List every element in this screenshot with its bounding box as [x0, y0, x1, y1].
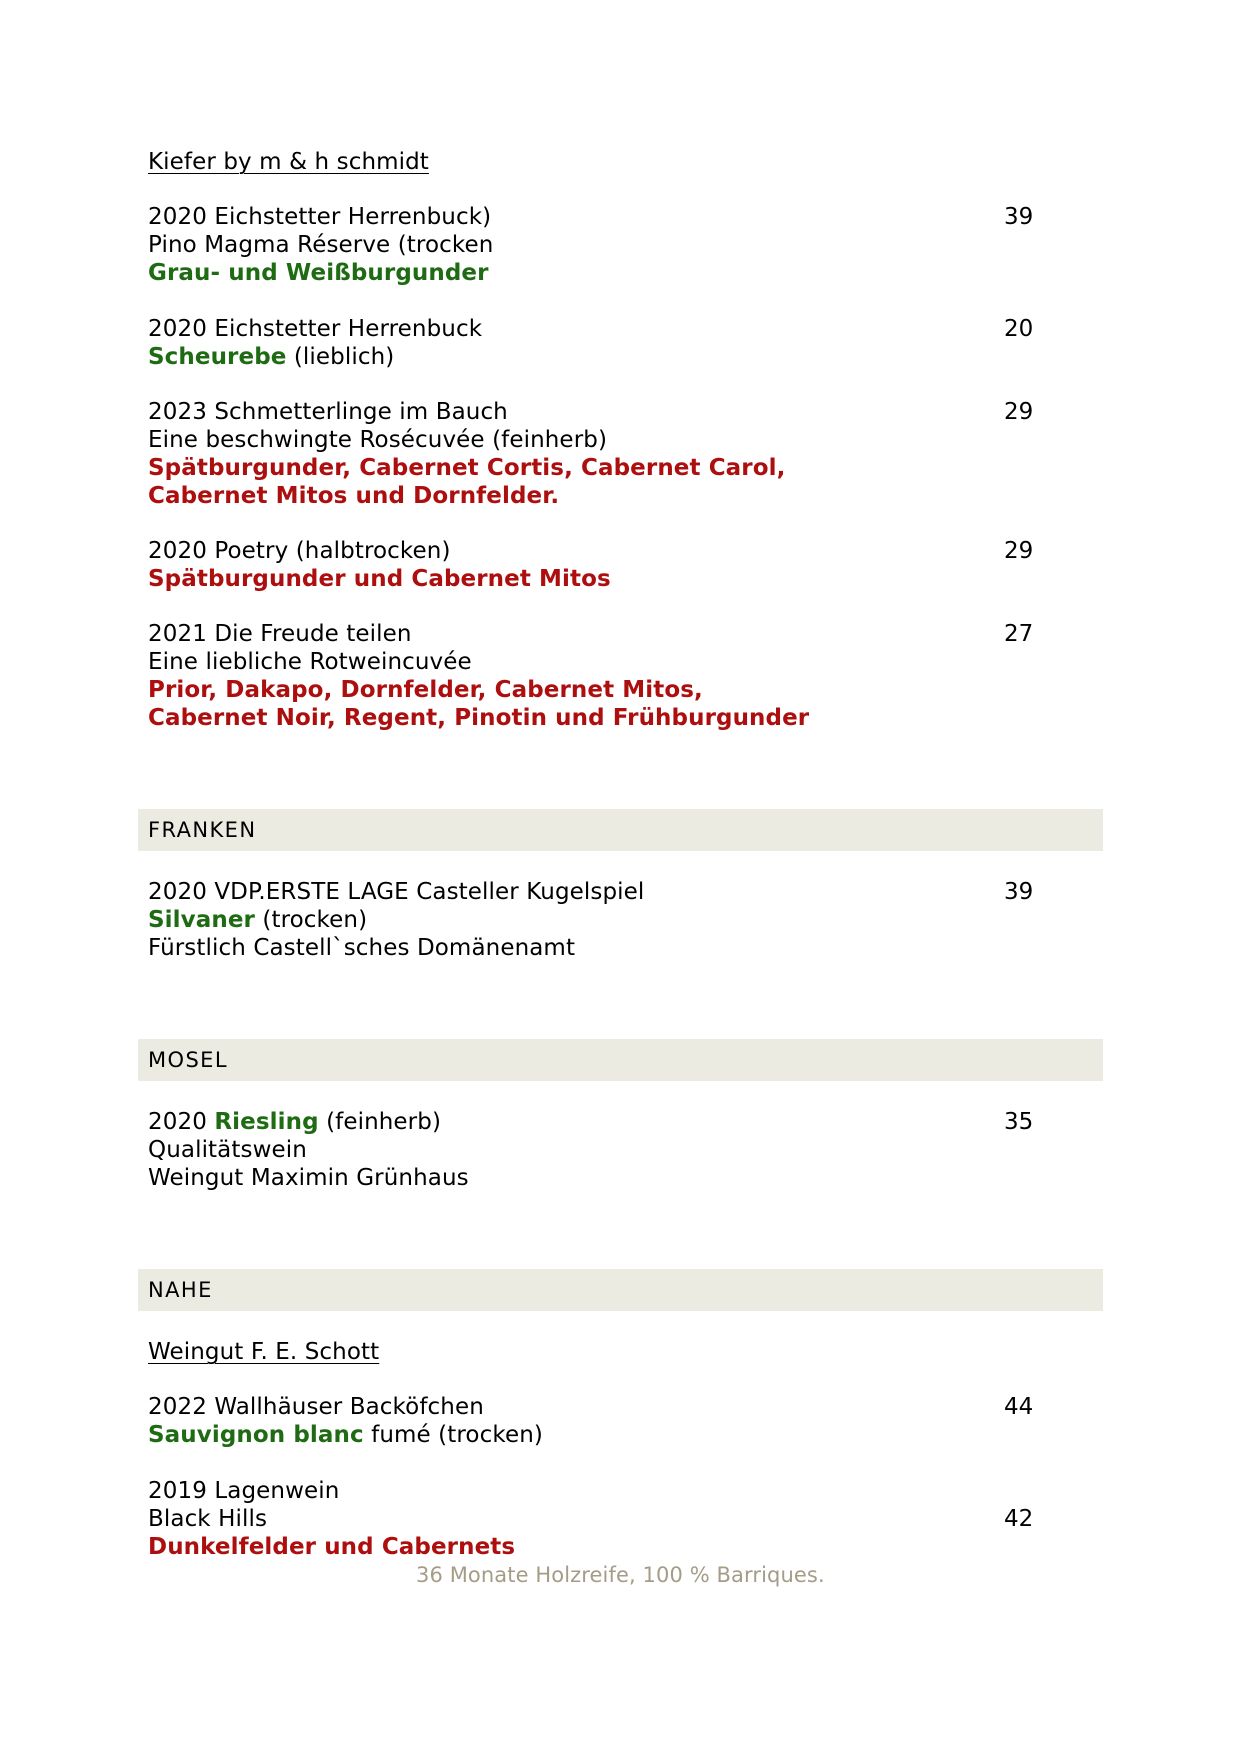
grape-variety: Grau- und Weißburgunder: [148, 260, 489, 286]
wine-description: Pino Magma Réserve (trocken: [148, 232, 494, 258]
region-header-nahe: [138, 1269, 1103, 1311]
wine-price: 20: [1004, 316, 1034, 342]
wine-style: (feinherb): [318, 1109, 442, 1135]
producer-heading-schott: Weingut F. E. Schott: [148, 1339, 380, 1365]
wine-price: 29: [1004, 538, 1034, 564]
wine-grape-line: [148, 343, 394, 371]
wine-producer: Fürstlich Castell`sches Domänenamt: [148, 935, 576, 961]
wine-name: 2021 Die Freude teilen: [148, 621, 412, 647]
wine-price: 39: [1004, 879, 1034, 905]
wine-name: 2020 Eichstetter Herrenbuck: [148, 316, 483, 342]
wine-note: 36 Monate Holzreife, 100 % Barriques.: [416, 1563, 825, 1587]
wine-grape-line: [148, 1421, 543, 1449]
grape-variety: Dunkelfelder und Cabernets: [148, 1534, 516, 1560]
grape-variety: Spätburgunder und Cabernet Mitos: [148, 566, 611, 592]
region-header-franken: [138, 809, 1103, 851]
wine-description: Eine liebliche Rotweincuvée: [148, 649, 472, 675]
grape-variety: Cabernet Mitos und Dornfelder.: [148, 483, 560, 509]
wine-name: [148, 1108, 441, 1136]
wine-price: 35: [1004, 1109, 1034, 1135]
wine-price: 42: [1004, 1506, 1034, 1532]
region-header-mosel: [138, 1039, 1103, 1081]
grape-variety: Cabernet Noir, Regent, Pinotin und Frühburgunder: [148, 705, 810, 731]
wine-description: Black Hills: [148, 1506, 268, 1532]
wine-price: 27: [1004, 621, 1034, 647]
wine-name: 2019 Lagenwein: [148, 1478, 340, 1504]
grape-variety: Scheurebe: [148, 344, 287, 370]
wine-style: fumé (trocken): [363, 1422, 543, 1448]
region-title: FRANKEN: [148, 818, 257, 842]
wine-style: (lieblich): [286, 344, 395, 370]
wine-price: 39: [1004, 204, 1034, 230]
wine-price: 44: [1004, 1394, 1034, 1420]
wine-style: (trocken): [254, 907, 368, 933]
wine-name: 2022 Wallhäuser Backöfchen: [148, 1394, 484, 1420]
grape-variety: Prior, Dakapo, Dornfelder, Cabernet Mitos,: [148, 677, 703, 703]
wine-name: 2020 VDP.ERSTE LAGE Casteller Kugelspiel: [148, 879, 645, 905]
wine-name: 2020 Poetry (halbtrocken): [148, 538, 451, 564]
region-title: NAHE: [148, 1278, 213, 1302]
grape-variety: Spätburgunder, Cabernet Cortis, Cabernet Carol,: [148, 455, 786, 481]
wine-producer: Weingut Maximin Grünhaus: [148, 1165, 469, 1191]
wine-price: 29: [1004, 399, 1034, 425]
grape-variety: Silvaner: [148, 907, 255, 933]
wine-quality: Qualitätswein: [148, 1137, 307, 1163]
wine-description: Eine beschwingte Rosécuvée (feinherb): [148, 427, 608, 453]
region-title: MOSEL: [148, 1048, 228, 1072]
grape-variety: Riesling: [214, 1109, 319, 1135]
wine-vintage: 2020: [148, 1109, 215, 1135]
wine-grape-line: [148, 906, 367, 934]
producer-heading-kiefer: Kiefer by m & h schmidt: [148, 149, 429, 175]
wine-name: 2023 Schmetterlinge im Bauch: [148, 399, 508, 425]
wine-name: 2020 Eichstetter Herrenbuck): [148, 204, 492, 230]
grape-variety: Sauvignon blanc: [148, 1422, 364, 1448]
